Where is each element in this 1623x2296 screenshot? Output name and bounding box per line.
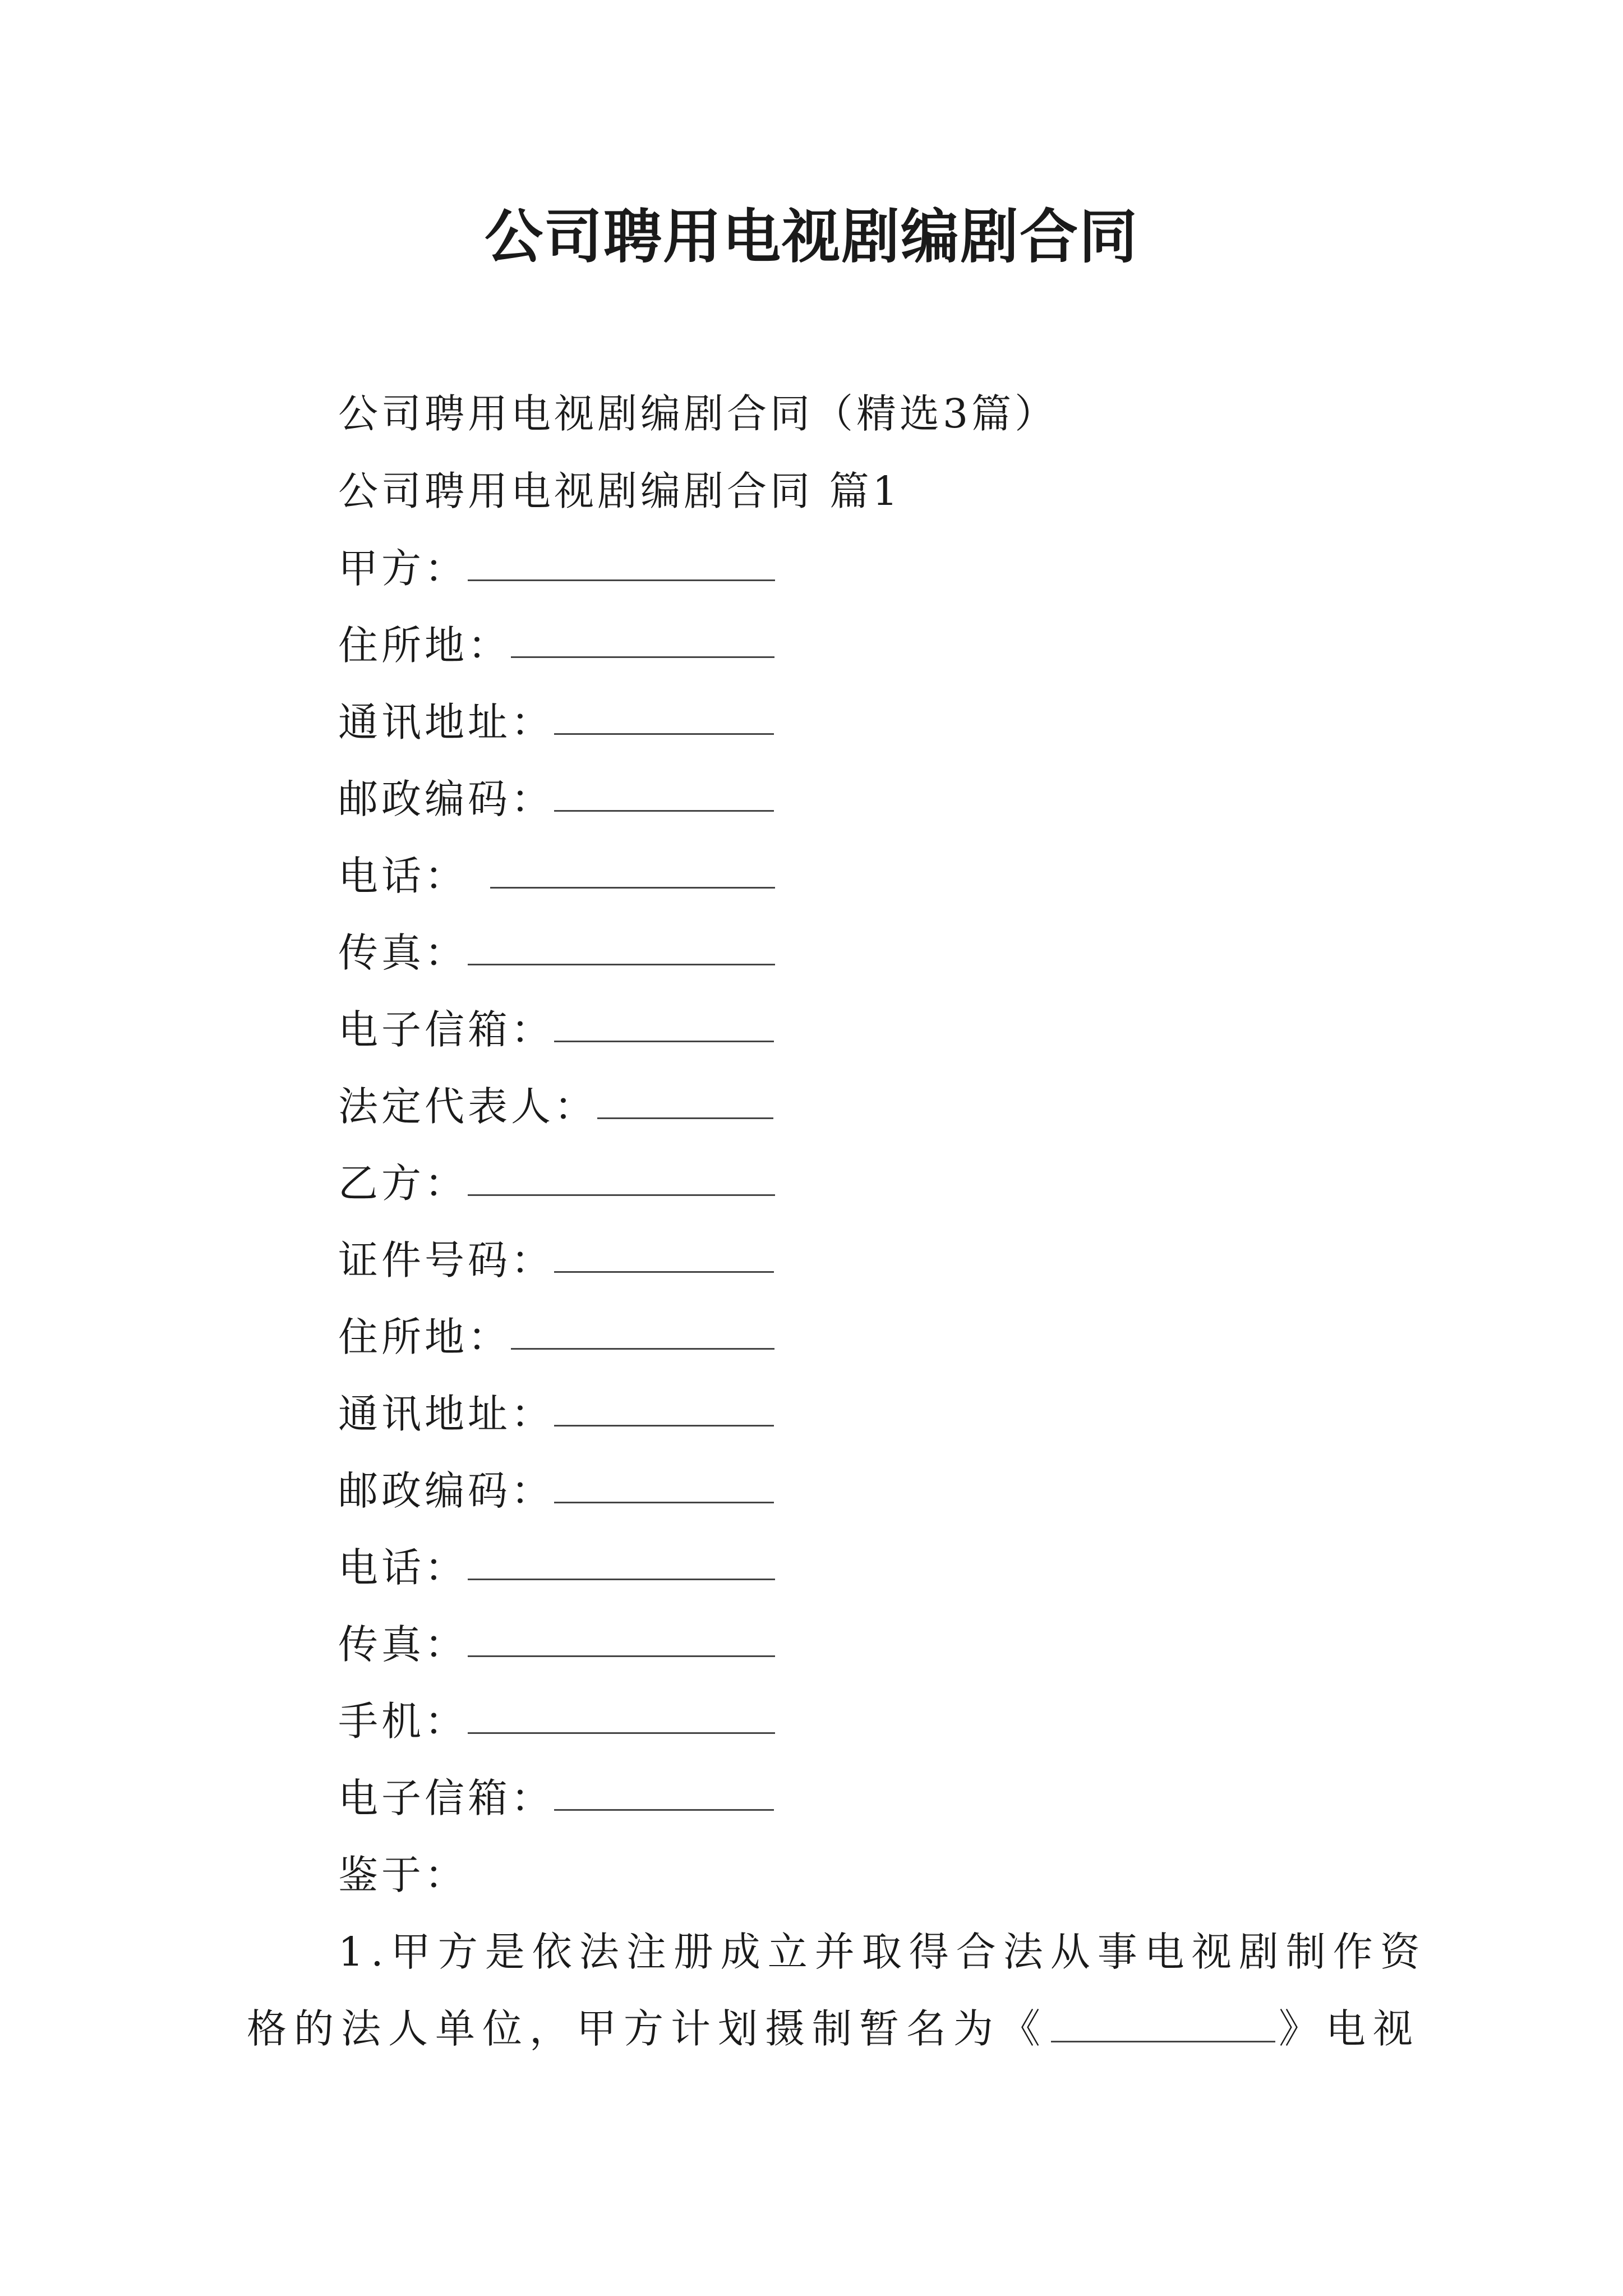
drama-title-blank[interactable] <box>1051 2006 1275 2042</box>
party-b-address-blank[interactable] <box>511 1348 774 1350</box>
party-a-legal-rep-label: 法定代表人： <box>338 1083 598 1130</box>
party-a-postcode-field <box>338 772 774 826</box>
party-a-postcode-blank[interactable] <box>554 810 774 812</box>
party-a-email-blank[interactable] <box>554 1041 774 1042</box>
party-a-address-blank[interactable] <box>511 656 774 658</box>
party-a-legal-rep-field <box>338 1080 773 1134</box>
party-b-label: 乙方： <box>338 1160 468 1207</box>
party-a-address-label: 住所地： <box>338 622 511 669</box>
party-b-postcode-field <box>338 1464 774 1518</box>
party-b-email-blank[interactable] <box>554 1809 774 1811</box>
party-b-email-field <box>338 1772 774 1825</box>
party-a-mailing-blank[interactable] <box>554 733 774 735</box>
party-b-mobile-label: 手机： <box>338 1698 468 1745</box>
party-a-blank[interactable] <box>468 579 775 581</box>
party-b-address-field <box>338 1310 774 1364</box>
clause-1-line-1: 1.甲方是依法注册成立并取得合法从事电视剧制作资 <box>338 1929 1427 1975</box>
party-b-phone-label: 电话： <box>338 1544 468 1591</box>
party-b-phone-field <box>338 1541 775 1595</box>
party-a-legal-rep-blank[interactable] <box>597 1117 773 1119</box>
party-a-mailing-label: 通讯地址： <box>338 699 555 746</box>
party-a-label: 甲方： <box>338 545 468 592</box>
party-b-mobile-field <box>338 1695 775 1749</box>
clause-1-line-2-after: 》电视 <box>1279 2005 1421 2052</box>
party-a-email-field <box>338 1003 774 1057</box>
party-a-fax-label: 传真： <box>338 930 468 976</box>
party-b-mailing-label: 通讯地址： <box>338 1391 555 1437</box>
party-b-id-label: 证件号码： <box>338 1237 555 1283</box>
party-a-phone-blank[interactable] <box>490 887 775 889</box>
party-a-fax-blank[interactable] <box>468 964 775 965</box>
party-b-phone-blank[interactable] <box>468 1579 775 1580</box>
party-b-fax-blank[interactable] <box>468 1655 775 1657</box>
party-a-phone-field <box>338 849 775 903</box>
party-b-mobile-blank[interactable] <box>468 1732 775 1734</box>
clause-1-line-2-before: 格的法人单位，甲方计划摄制暂名为《 <box>247 2005 1048 2052</box>
party-b-postcode-label: 邮政编码： <box>338 1467 555 1514</box>
party-a-email-label: 电子信箱： <box>338 1006 555 1053</box>
party-b-id-field <box>338 1234 774 1287</box>
party-a-phone-label: 电话： <box>338 853 468 899</box>
party-b-id-blank[interactable] <box>554 1271 774 1273</box>
clause-1-line-2 <box>247 2002 1420 2056</box>
party-b-field <box>338 1157 775 1211</box>
party-b-postcode-blank[interactable] <box>554 1502 774 1503</box>
whereas-label: 鉴于： <box>338 1852 468 1898</box>
party-a-postcode-label: 邮政编码： <box>338 776 555 822</box>
party-a-fax-field <box>338 926 775 980</box>
document-title: 公司聘用电视剧编剧合同 <box>484 203 1138 271</box>
party-a-address-field <box>338 619 774 673</box>
section-heading: 公司聘用电视剧编剧合同 篇1 <box>338 468 901 514</box>
party-b-fax-label: 传真： <box>338 1621 468 1668</box>
party-a-field <box>338 542 775 596</box>
party-b-email-label: 电子信箱： <box>338 1775 555 1821</box>
party-b-blank[interactable] <box>468 1194 775 1196</box>
party-b-fax-field <box>338 1618 775 1672</box>
party-b-address-label: 住所地： <box>338 1314 511 1360</box>
party-b-mailing-blank[interactable] <box>554 1425 774 1427</box>
party-b-mailing-field <box>338 1387 774 1441</box>
document-subtitle: 公司聘用电视剧编剧合同（精选3篇） <box>338 390 1058 437</box>
party-a-mailing-field <box>338 696 774 749</box>
